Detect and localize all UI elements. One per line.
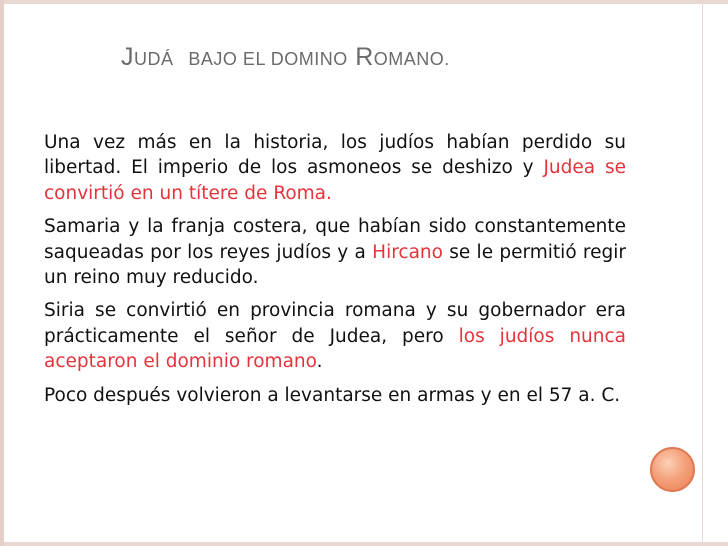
paragraph-2-text-end: se le permitió regir un reino muy reducido. — [44, 241, 626, 289]
paragraph-4-text: Poco después volvieron a levantarse en armas y en el 57 a. C. — [44, 384, 621, 406]
frame-top — [0, 0, 728, 4]
decorative-orb — [650, 447, 695, 492]
title-word-1: UDÁ — [134, 49, 174, 69]
frame-bottom — [0, 542, 728, 546]
title-initial: J — [121, 43, 134, 71]
paragraph-4 — [44, 383, 626, 408]
paragraph-2-highlight: Hircano — [372, 241, 443, 263]
paragraph-2-text: Samaria y la franja costera, que habían sido constantemente saqueadas por los reyes judíos y a — [44, 216, 626, 263]
title-words-middle: BAJO EL DOMINO — [188, 49, 348, 69]
paragraph-3 — [44, 298, 626, 374]
paragraph-1-highlight: Judea se convirtió en un títere de Roma. — [44, 157, 627, 204]
frame-left — [0, 0, 26, 546]
title-word-last: OMANO. — [373, 49, 450, 69]
frame-right — [702, 0, 728, 546]
slide-title — [121, 43, 450, 72]
paragraph-1-text: Una vez más en la historia, los judíos habían perdido su libertad. El imperio de los asmoneos se deshizo y — [44, 132, 626, 179]
paragraph-3-highlight: los judíos nunca aceptaron el dominio romano — [44, 325, 627, 373]
paragraph-1 — [44, 130, 626, 206]
title-initial-2: R — [355, 43, 374, 71]
paragraph-2 — [44, 214, 626, 290]
slide-body — [44, 130, 626, 416]
paragraph-3-text: Siria se convirtió en provincia romana y su gobernador era prácticamente el señor de Judea, pero — [44, 300, 626, 347]
paragraph-3-text-end: . — [316, 351, 323, 373]
